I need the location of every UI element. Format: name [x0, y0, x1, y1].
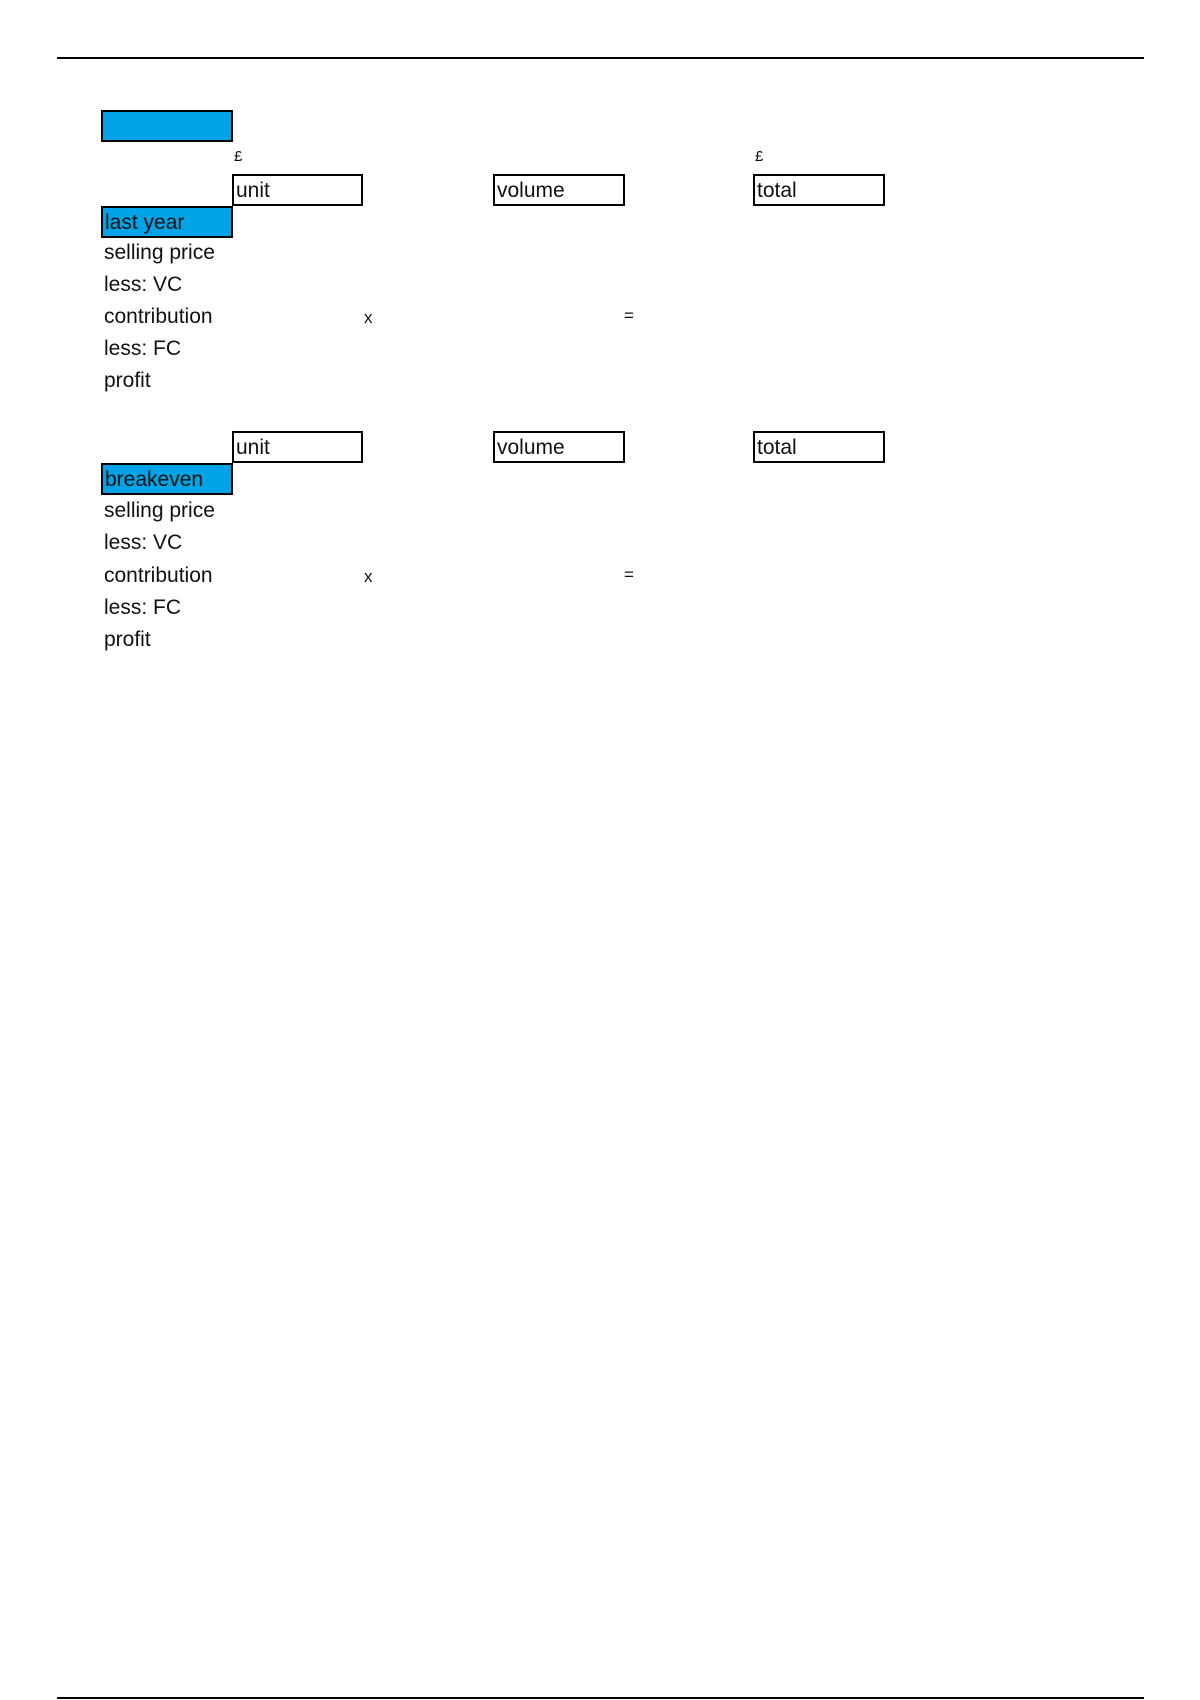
total-header-cell[interactable]: total [753, 174, 885, 206]
total-header-cell[interactable]: total [753, 431, 885, 463]
row-label-selling-price: selling price [104, 241, 215, 264]
bottom-page-rule [57, 1697, 1144, 1699]
top-page-rule [57, 57, 1144, 59]
row-label-less-vc: less: VC [104, 531, 183, 554]
volume-header-cell[interactable]: volume [493, 431, 625, 463]
unit-currency-symbol: £ [234, 148, 243, 165]
row-label-less-vc: less: VC [104, 273, 183, 296]
row-label-profit: profit [104, 369, 151, 392]
volume-header-cell[interactable]: volume [493, 174, 625, 206]
row-label-selling-price: selling price [104, 499, 215, 522]
section-title-breakeven[interactable]: breakeven [101, 463, 233, 495]
unit-header-cell[interactable]: unit [232, 431, 363, 463]
row-label-contribution: contribution [104, 305, 213, 328]
section-title-last-year[interactable]: last year [101, 206, 233, 238]
equals-sign: = [624, 306, 634, 325]
row-label-less-fc: less: FC [104, 596, 182, 619]
unit-header-cell[interactable]: unit [232, 174, 363, 206]
total-currency-symbol: £ [755, 148, 764, 165]
row-label-less-fc: less: FC [104, 337, 182, 360]
equals-sign: = [624, 565, 634, 584]
title-cell[interactable] [101, 110, 233, 142]
row-label-profit: profit [104, 628, 151, 651]
row-label-contribution: contribution [104, 564, 213, 587]
multiply-sign: x [364, 567, 373, 586]
multiply-sign: x [364, 308, 373, 327]
